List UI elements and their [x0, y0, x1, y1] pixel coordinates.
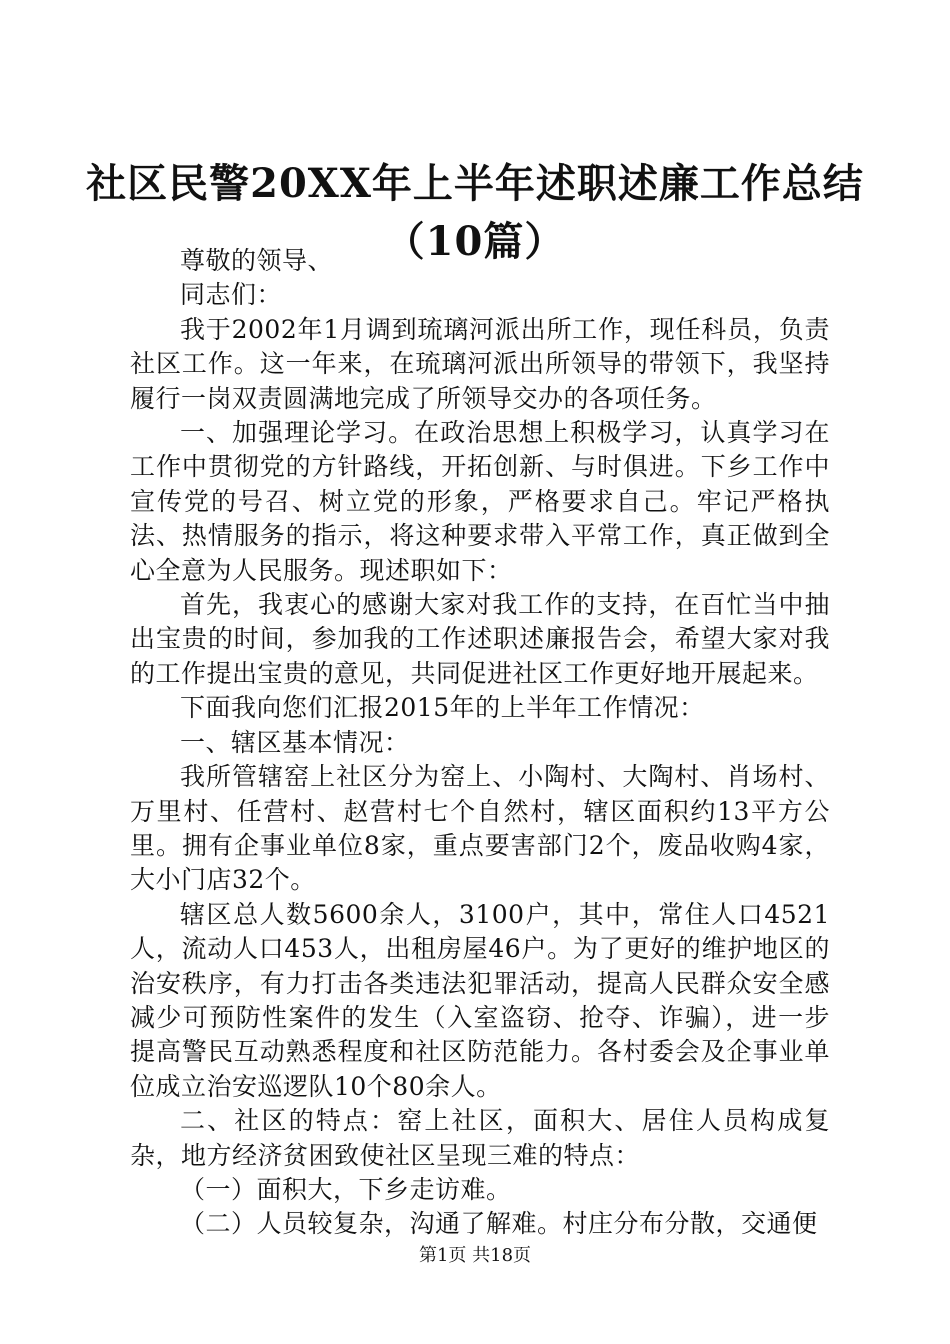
- page-number-footer: 第1页 共18页: [418, 1245, 532, 1266]
- list-item: （一）面积大，下乡走访难。: [180, 1174, 512, 1204]
- body-paragraph: 我于2002年1月调到琉璃河派出所工作，现任科员，负责社区工作。这一年来，在琉璃河派出所领导的带领下，我坚持履行一岗双责圆满地完成了所领导交办的各项任务。: [130, 314, 830, 413]
- body-paragraph: 首先，我衷心的感谢大家对我工作的支持，在百忙当中抽出宝贵的时间，参加我的工作述职述廉报告会，希望大家对我的工作提出宝贵的意见，共同促进社区工作更好地开展起来。: [130, 590, 830, 688]
- document-title: 社区民警20XX年上半年述职述廉工作总结: [86, 160, 864, 207]
- salutation-line: 同志们：: [180, 280, 283, 310]
- list-item: （二）人员较复杂，沟通了解难。村庄分布分散，交通便: [180, 1209, 818, 1239]
- body-paragraph: 下面我向您们汇报2015年的上半年工作情况：: [180, 693, 705, 723]
- document-body: [130, 244, 830, 1242]
- salutation-line: 尊敬的领导、: [180, 246, 334, 275]
- body-paragraph: 我所管辖窑上社区分为窑上、小陶村、大陶村、肖场村、万里村、任营村、赵营村七个自然村，辖区面积约13平方公里。拥有企事业单位8家，重点要害部门2个，废品收购4家，大小门店32个。: [130, 762, 830, 895]
- body-paragraph: 一、加强理论学习。在政治思想上积极学习，认真学习在工作中贯彻党的方针路线，开拓创新、与时俱进。下乡工作中宣传党的号召、树立党的形象，严格要求自己。牢记严格执法、热情服务的指示，将这种要求带入平常工作，真正做到全心全意为人民服务。现述职如下：: [130, 418, 830, 585]
- section-heading: 一、辖区基本情况：: [180, 727, 410, 757]
- body-paragraph: 辖区总人数5600余人，3100户，其中，常住人口4521人，流动人口453人，出租房屋46户。为了更好的维护地区的治安秩序，有力打击各类违法犯罪活动，提高人民群众安全感减少可预防性案件的发生（入室盗窃、抢夺、诈骗），进一步提高警民互动熟悉程度和社区防范能力。各村委会及企事业单位成立治安巡逻队10个80余人。: [130, 899, 830, 1101]
- document-title-count: （10篇）: [384, 218, 566, 265]
- body-paragraph: 二、社区的特点：窑上社区，面积大、居住人员构成复杂，地方经济贫困致使社区呈现三难的特点：: [130, 1106, 830, 1170]
